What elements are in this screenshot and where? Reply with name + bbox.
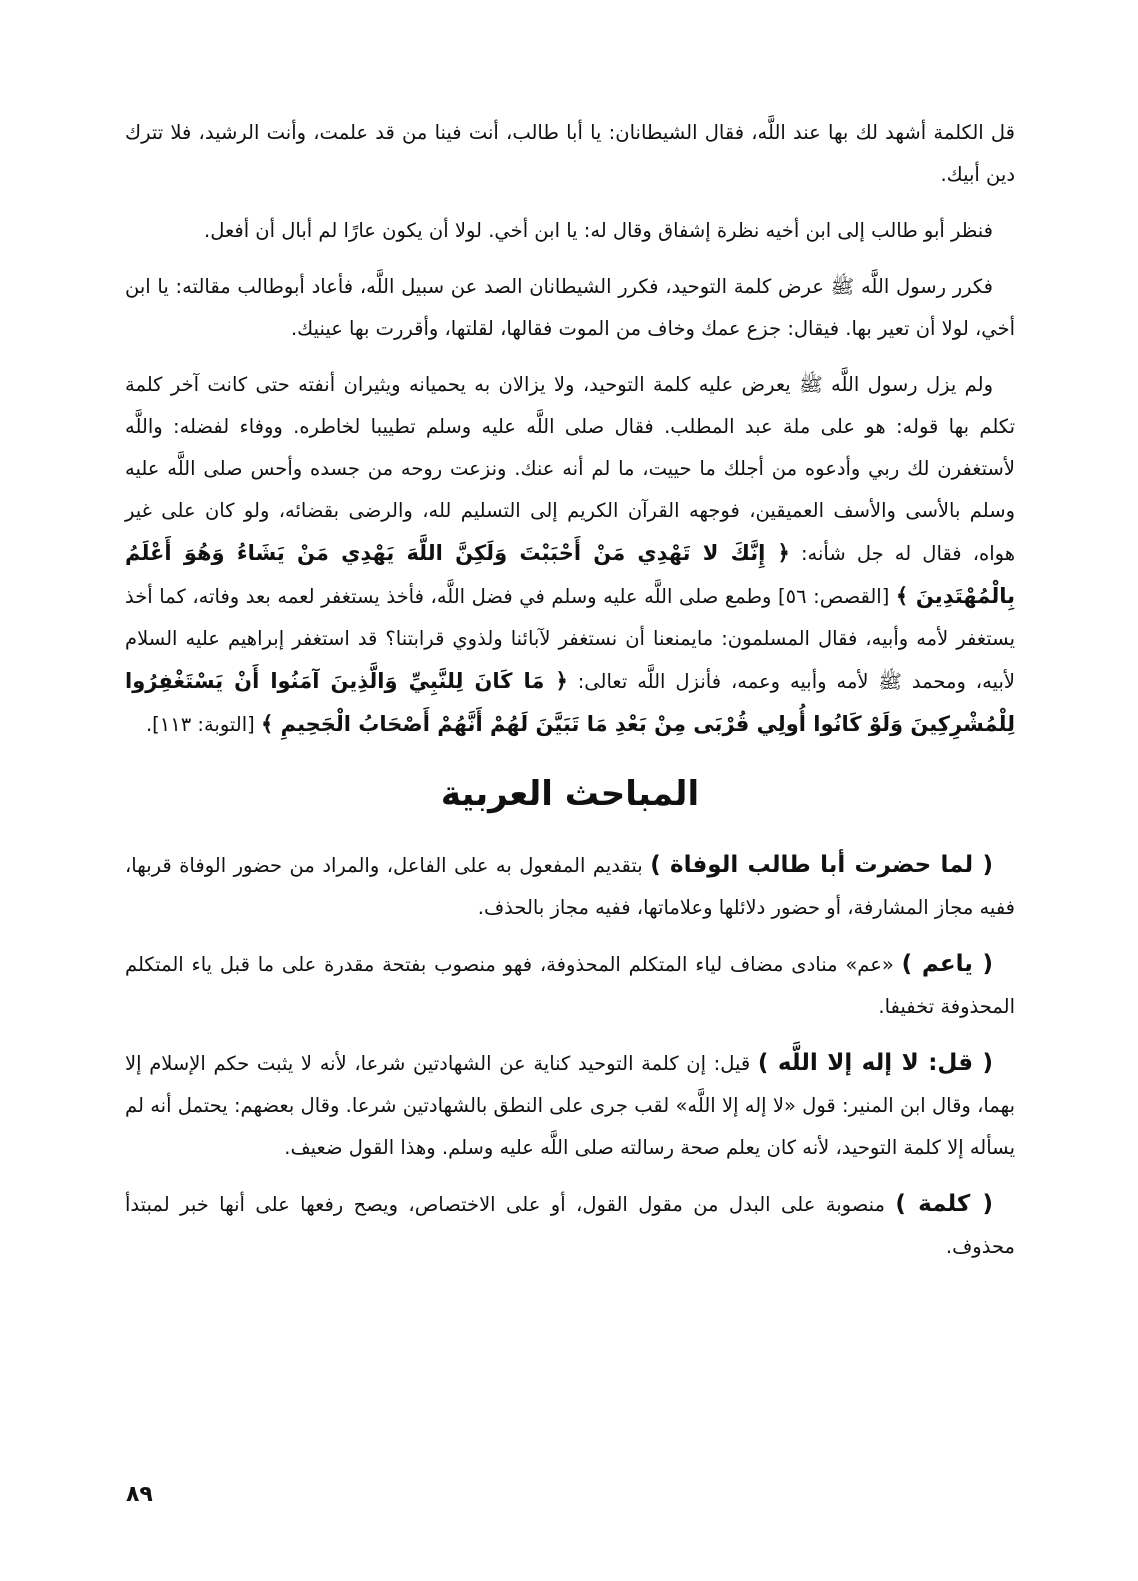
- quran-verse-tawbah-113: ﴿ مَا كَانَ لِلنَّبِيِّ وَالَّذِينَ آمَنُوا أَنْ يَسْتَغْفِرُوا لِلْمُشْرِكِينَ وَلَوْ كَانُوا أُولِي قُرْبَى مِنْ بَعْدِ مَا تَبَيَّنَ لَهُمْ أَنَّهُمْ أَصْحَابُ الْجَحِيمِ ﴾: [125, 669, 1015, 736]
- note-lemma: ( ياعم ): [901, 951, 993, 977]
- paragraph-text: فنظر أبو طالب إلى ابن أخيه نظرة إشفاق وقال له: يا ابن أخي. لولا أن يكون عارًا لم أبال أن أفعل.: [204, 219, 993, 242]
- paragraph-text: قل الكلمة أشهد لك بها عند اللَّه، فقال الشيطانان: يا أبا طالب، أنت فينا من قد علمت، وأنت الرشيد، فلا تترك دين أبيك.: [125, 121, 1015, 186]
- note-body: بتقديم المفعول به على الفاعل، والمراد من حضور الوفاة قربها، ففيه مجاز المشارفة، أو حضور دلائلها وعلاماتها، ففيه مجاز بالحذف.: [125, 854, 1015, 919]
- linguistic-note: [125, 844, 1015, 929]
- note-body: منصوبة على البدل من مقول القول، أو على الاختصاص، ويصح رفعها على أنها خبر لمبتدأ محذوف.: [125, 1193, 1015, 1258]
- book-page: [125, 112, 1015, 1282]
- narrative-paragraph: [125, 112, 1015, 196]
- section-title: المباحث العربية: [440, 774, 700, 814]
- quran-verse-qasas-56: ﴿ إِنَّكَ لا تَهْدِي مَنْ أَحْبَبْتَ وَلَكِنَّ اللَّهَ يَهْدِي مَنْ يَشَاءُ وَهُوَ أَعْلَمُ بِالْمُهْتَدِينَ ﴾: [125, 541, 1015, 608]
- linguistic-note: [125, 1183, 1015, 1268]
- note-lemma: ( قل: لا إله إلا اللَّه ): [757, 1050, 993, 1076]
- page-number: ٨٩: [126, 1482, 153, 1507]
- paragraph-text: [القصص: ٥٦] وطمع صلى اللَّه عليه وسلم في فضل اللَّه، فأخذ يستغفر لعمه بعد وفاته، كما أخذ يستغفر لأمه وأبيه، فقال المسلمون: مايمنعنا أن نستغفر لآبائنا ولذوي قرابتنا؟ قد استغفر إبراهيم عليه السلام لأبيه، ومحمد ﷺ لأمه وأبيه وعمه، فأنزل اللَّه تعالى:: [125, 585, 1015, 693]
- note-body: قيل: إن كلمة التوحيد كناية عن الشهادتين شرعا، لأنه لا يثبت حكم الإسلام إلا بهما، وقال ابن المنير: قول «لا إله إلا اللَّه» لقب جرى على النطق بالشهادتين شرعا. وقال بعضهم: يحتمل أنه لم يسأله إلا كلمة التوحيد، لأنه كان يعلم صحة رسالته صلى اللَّه عليه وسلم. وهذا القول ضعيف.: [125, 1052, 1015, 1159]
- note-lemma: ( لما حضرت أبا طالب الوفاة ): [650, 852, 993, 878]
- linguistic-note: [125, 1042, 1015, 1169]
- verse-citation: [التوبة: ١١٣].: [145, 713, 261, 736]
- paragraph-text: فكرر رسول اللَّه ﷺ عرض كلمة التوحيد، فكرر الشيطانان الصد عن سبيل اللَّه، فأعاد أبوطالب مقالته: يا ابن أخي، لولا أن تعير بها. فيقال: جزع عمك وخاف من الموت فقالها، لقلتها، وأقررت بها عينيك.: [125, 275, 1015, 340]
- note-body: «عم» منادى مضاف لياء المتكلم المحذوفة، فهو منصوب بفتحة مقدرة على ما قبل ياء المتكلم المحذوفة تخفيفا.: [125, 953, 1015, 1018]
- narrative-paragraph: [125, 364, 1015, 746]
- note-lemma: ( كلمة ): [895, 1191, 993, 1217]
- narrative-paragraph: [125, 266, 1015, 350]
- narrative-paragraph: [125, 210, 1015, 252]
- linguistic-note: [125, 943, 1015, 1028]
- paragraph-text: ولم يزل رسول اللَّه ﷺ يعرض عليه كلمة التوحيد، ولا يزالان به يحميانه ويثيران أنفته حتى كانت آخر كلمة تكلم بها قوله: هو على ملة عبد المطلب. فقال صلى اللَّه عليه وسلم تطييبا لخاطره. ووفاء لفضله: واللَّه لأستغفرن لك ربي وأدعوه من أجلك ما حييت، ما لم أنه عنك. ونزعت روحه من جسده وأحس صلى اللَّه عليه وسلم بالأسى والأسف العميقين، فوجهه القرآن الكريم إلى التسليم لله، والرضى بقضائه، ولو كان على غير هواه، فقال له جل شأنه:: [125, 373, 1016, 565]
